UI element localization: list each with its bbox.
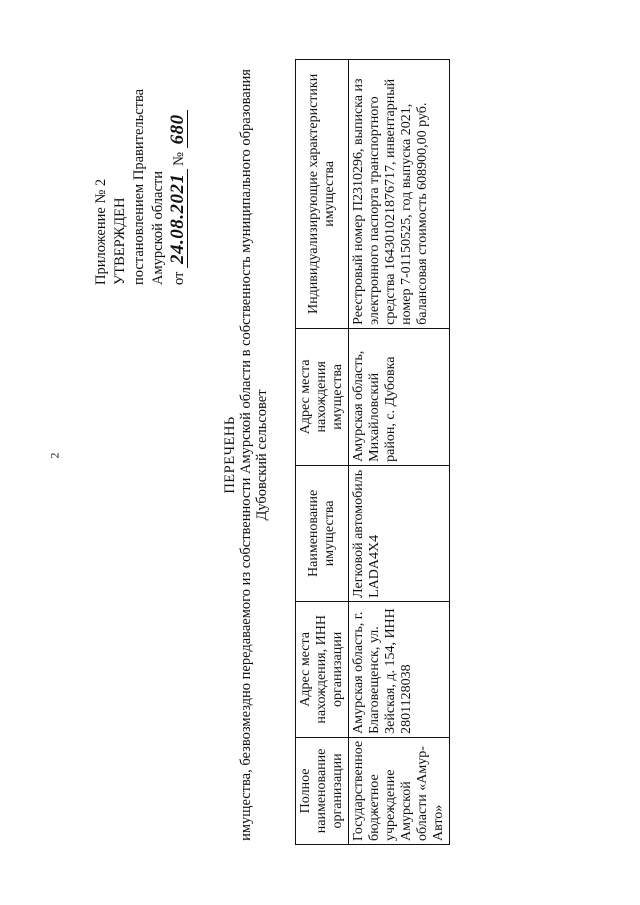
table-row	[349, 59, 450, 844]
approved-label: УТВЕРЖДЕН	[112, 197, 128, 285]
cell-property-address: Амурская область, Михайловский район, с. Дубовка	[349, 328, 450, 465]
resolution-label: постановлением Правительства	[131, 88, 147, 285]
header-org-address: Адрес места нахождения, ИНН организации	[296, 601, 349, 737]
header-characteristics: Индивидуализирующие характеристики имущества	[296, 59, 349, 328]
title-heading: ПЕРЕЧЕНЬ	[222, 416, 238, 494]
approval-stamp	[92, 89, 189, 285]
cell-org-address: Амурская область, г. Благовещенск, ул. Зейская, д. 154, ИНН 2801128038	[349, 601, 450, 737]
cell-characteristics: Реестровый номер П2310296, выписка из электронного паспорта транспортного средства 164301021876717, инвентарный номер 7-01150525, год выпуска 2021, балансовая стоимость 608900,00 руб.	[349, 59, 450, 328]
title-line-1: имущества, безвозмездно передаваемого из собственности Амурской области в собственность муниципального образования	[238, 69, 254, 841]
number-value: 680	[168, 110, 188, 148]
title-line-2: Дубовский сельсовет	[254, 389, 270, 521]
appendix-label: Приложение № 2	[93, 178, 109, 285]
document-title	[222, 45, 270, 865]
cell-org-name: Государственное бюджетное учреждение Амурской области «Амур-Авто»	[349, 737, 450, 844]
date-prefix: от	[171, 271, 187, 285]
date-value: 24.08.2021	[168, 169, 188, 268]
table-header-row	[296, 59, 349, 844]
header-property-address: Адрес места нахождения имущества	[296, 328, 349, 465]
header-org-name: Полное наименование организации	[296, 737, 349, 844]
number-prefix: №	[171, 152, 187, 166]
region-label: Амурской области	[150, 171, 166, 285]
header-property-name: Наименование имущества	[296, 465, 349, 601]
cell-property-name: Легковой автомобиль LADA4X4	[349, 465, 450, 601]
page-number: 2	[47, 452, 62, 459]
property-table	[295, 59, 450, 845]
date-number-line	[168, 89, 189, 285]
